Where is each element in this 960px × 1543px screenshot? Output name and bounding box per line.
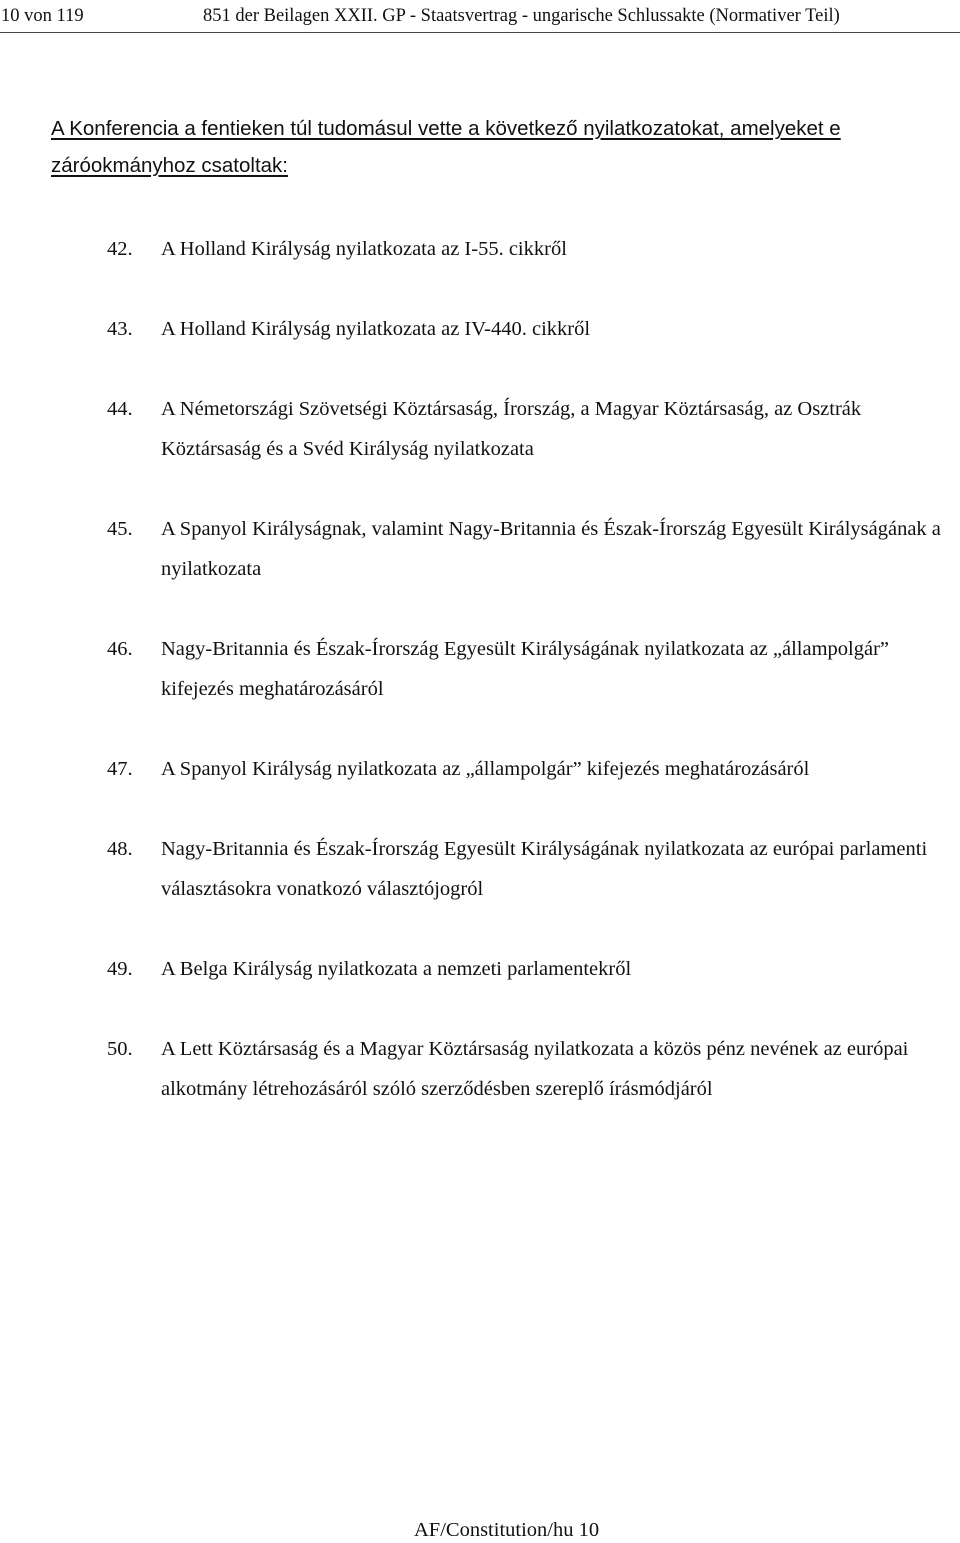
item-number: 43. [107, 318, 133, 340]
document-title: 851 der Beilagen XXII. GP - Staatsvertrag - ungarische Schlussakte (Normativer Teil) [203, 6, 840, 26]
list-item [0, 829, 960, 909]
item-number: 50. [107, 1038, 133, 1060]
item-number: 46. [107, 638, 133, 660]
item-number: 42. [107, 238, 133, 260]
item-text: A Belga Királyság nyilatkozata a nemzeti parlamentekről [161, 958, 632, 980]
item-number: 47. [107, 758, 133, 780]
page-counter: 10 von 119 [1, 6, 84, 26]
intro-paragraph: A Konferencia a fentieken túl tudomásul vette a következő nyilatkozatokat, amelyeket e záróokmányhoz csatoltak: [51, 117, 841, 177]
item-text: A Németországi Szövetségi Köztársaság, Írország, a Magyar Köztársaság, az Osztrák Köztársaság és a Svéd Királyság nyilatkozata [161, 398, 862, 460]
item-text: A Spanyol Királyság nyilatkozata az „állampolgár” kifejezés meghatározásáról [161, 758, 810, 780]
item-text: Nagy-Britannia és Észak-Írország Egyesült Királyságának nyilatkozata az „állampolgár” kifejezés meghatározásáról [161, 638, 890, 700]
item-number: 48. [107, 838, 133, 860]
item-text: A Lett Köztársaság és a Magyar Köztársaság nyilatkozata a közös pénz nevének az európai alkotmány létrehozásáról szóló szerződésben szereplő írásmódjáról [161, 1038, 909, 1100]
page-header [0, 4, 960, 28]
item-text: A Holland Királyság nyilatkozata az I-55. cikkről [161, 238, 567, 260]
declarations-list [0, 229, 960, 1149]
item-text: A Holland Királyság nyilatkozata az IV-440. cikkről [161, 318, 591, 340]
item-number: 49. [107, 958, 133, 980]
list-item [0, 949, 960, 989]
list-item [0, 749, 960, 789]
list-item [0, 309, 960, 349]
list-item [0, 509, 960, 589]
list-item [0, 1029, 960, 1109]
footer-reference: AF/Constitution/hu 10 [414, 1519, 600, 1541]
list-item [0, 229, 960, 269]
item-text: A Spanyol Királyságnak, valamint Nagy-Britannia és Észak-Írország Egyesült Királyságának a nyilatkozata [161, 518, 941, 580]
item-text: Nagy-Britannia és Észak-Írország Egyesült Királyságának nyilatkozata az európai parlamenti választásokra vonatkozó választójogról [161, 838, 928, 900]
item-number: 45. [107, 518, 133, 540]
list-item [0, 629, 960, 709]
list-item [0, 389, 960, 469]
item-number: 44. [107, 398, 133, 420]
header-divider [0, 32, 960, 33]
